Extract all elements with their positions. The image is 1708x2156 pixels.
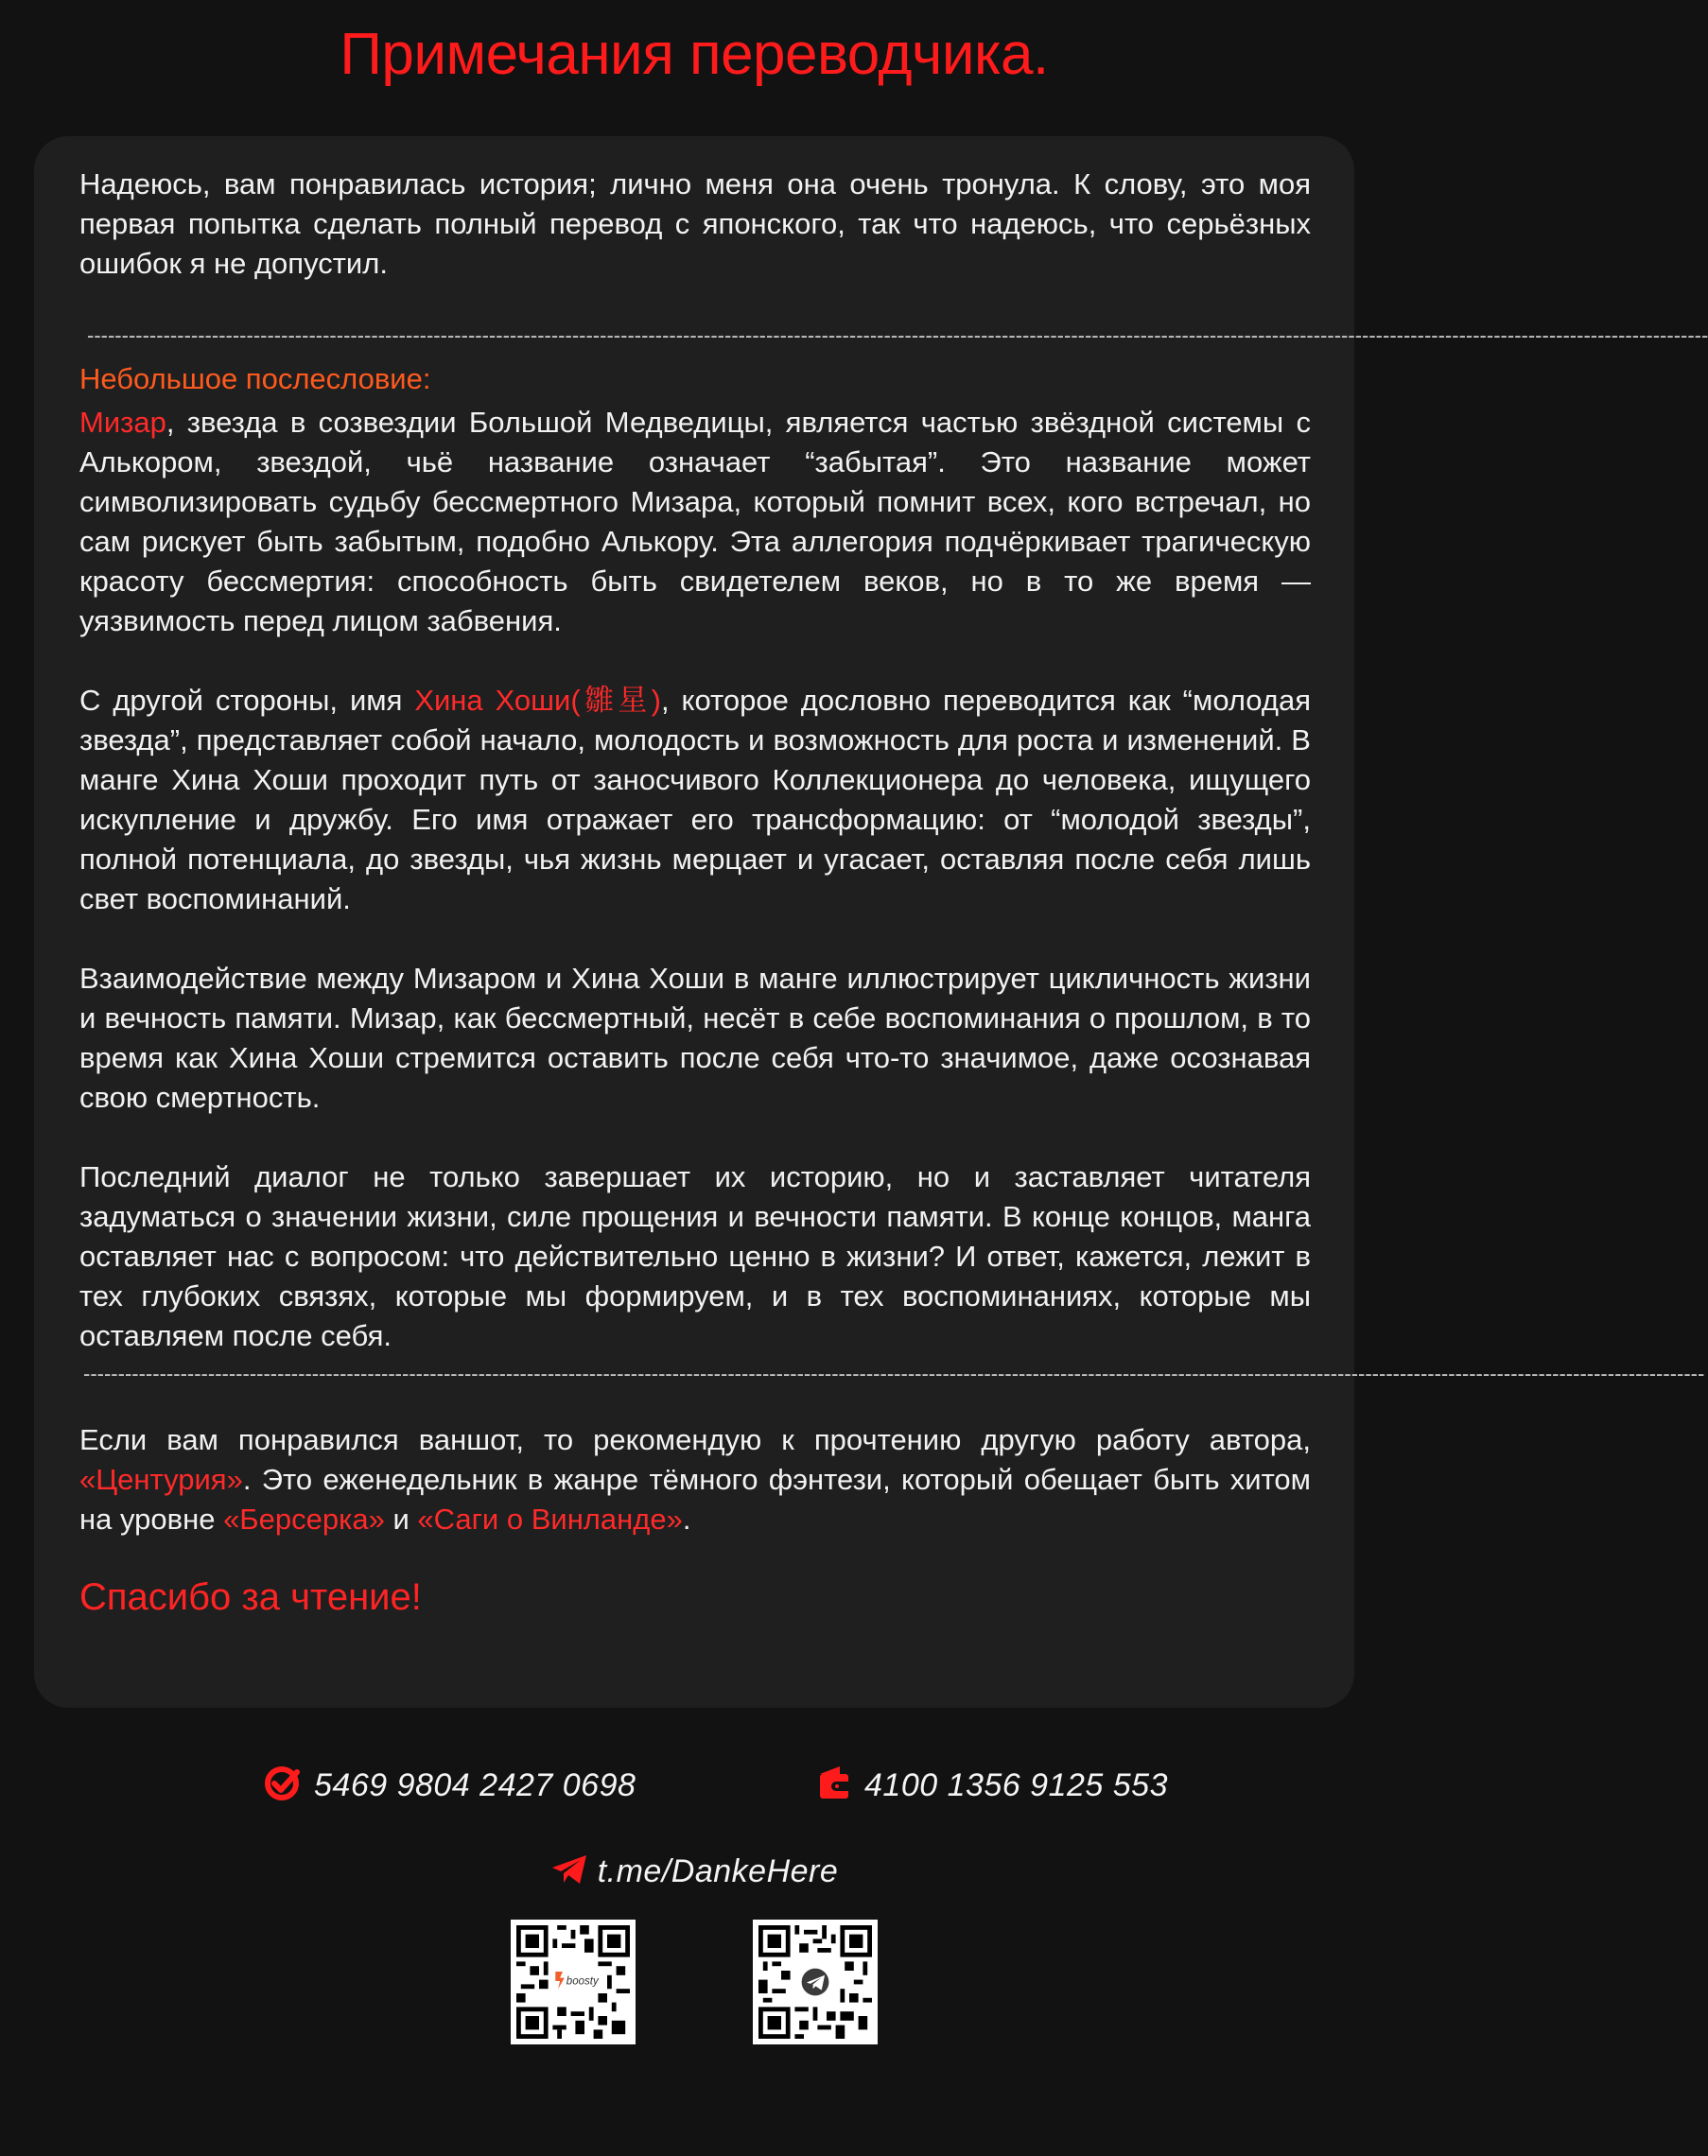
vinland-saga-link[interactable]: «Саги о Винланде» bbox=[417, 1503, 683, 1536]
payment-card-2-number: 4100 1356 9125 553 bbox=[864, 1767, 1168, 1803]
telegram-icon bbox=[550, 1853, 588, 1890]
divider-top: ------------------------------------------------------------------------------------------------------------------------------------------------------------------------------------------------------------------------------------------ bbox=[87, 323, 1708, 347]
recommendation-middle: . Это еженедельник в жанре тёмного фэнтези, который обещает быть хитом на уровне bbox=[79, 1463, 1311, 1536]
hina-hoshi-highlight: Хина Хоши(雛星) bbox=[414, 684, 661, 717]
afterword-heading: Небольшое послесловие: bbox=[79, 362, 431, 395]
centuria-link[interactable]: «Центурия» bbox=[79, 1463, 243, 1496]
page-title: Примечания переводчика. bbox=[340, 22, 1049, 87]
qr-code-telegram bbox=[753, 1920, 878, 2044]
thanks-text: Спасибо за чтение! bbox=[79, 1576, 422, 1618]
recommendation-end: . bbox=[682, 1503, 691, 1536]
afterword-paragraph-2-start: С другой стороны, имя bbox=[79, 684, 415, 717]
qr-code-telegram-pattern bbox=[758, 1925, 872, 2039]
afterword-paragraph-2 bbox=[79, 681, 1311, 919]
notes-card bbox=[34, 136, 1708, 1708]
qr-code-boosty bbox=[511, 1920, 636, 2044]
telegram-url: t.me/DankeHere bbox=[597, 1853, 839, 1889]
payment-card-1-number: 5469 9804 2427 0698 bbox=[314, 1767, 636, 1803]
checkmark-circle-icon bbox=[263, 1765, 301, 1807]
afterword-paragraph-1 bbox=[79, 403, 1311, 641]
notes-content bbox=[79, 165, 1708, 1621]
afterword-paragraph-4: Последний диалог не только завершает их историю, но и заставляет читателя задуматься о значении жизни, силе прощения и вечности памяти. В конце концов, манга оставляет нас с вопросом: что действительно ценно в жизни? И ответ, кажется, лежит в тех глубоких связях, которые мы формируем, и в тех воспоминаниях, которые мы оставляем после себя. bbox=[79, 1160, 1311, 1352]
payment-card-1 bbox=[263, 1765, 636, 1807]
recommendation-and: и bbox=[384, 1503, 418, 1536]
afterword-paragraph-1-text: , звезда в созвездии Большой Медведицы, является частью звёздной системы с Алькором, звездой, чьё название означает “забытая”. Это название может символизировать судьбу бессмертного Мизара, который помнит всех, кого встречал, но сам рискует быть забытым, подобно Алькору. Эта аллегория подчёркивает трагическую красоту бессмертия: способность быть свидетелем веков, но в то же время — уязвимость перед лицом забвения. bbox=[79, 406, 1311, 637]
telegram-link[interactable] bbox=[0, 1853, 1388, 1890]
berserk-link[interactable]: «Берсерка» bbox=[223, 1503, 385, 1536]
qr-code-boosty-pattern bbox=[516, 1925, 630, 2039]
afterword-paragraph-3: Взаимодействие между Мизаром и Хина Хоши в манге иллюстрирует цикличность жизни и вечность памяти. Мизар, как бессмертный, несёт в себе воспоминания о прошлом, в то время как Хина Хоши стремится оставить после себя что-то значимое, даже осознавая свою смертность. bbox=[79, 962, 1311, 1114]
mizar-highlight: Мизар bbox=[79, 406, 166, 439]
qr-logo-text: boosty bbox=[566, 1975, 599, 1988]
divider-bottom: ------------------------------------------------------------------------------------------------------------------------------------------------------------------------------------------------------------------------------------------ bbox=[83, 1362, 1705, 1385]
afterword-paragraph-2-text: , которое дословно переводится как “молодая звезда”, представляет собой начало, молодость и возможность для роста и изменений. В манге Хина Хоши проходит путь от заносчивого Коллекционера до человека, ищущего искупление и дружбу. Его имя отражает его трансформацию: от “молодой звезды”, полной потенциала, до звезды, чья жизнь мерцает и угасает, оставляя после себя лишь свет воспоминаний. bbox=[79, 684, 1311, 915]
recommendation-paragraph bbox=[79, 1420, 1311, 1539]
intro-paragraph: Надеюсь, вам понравилась история; лично меня она очень тронула. К слову, это моя первая попытка сделать полный перевод с японского, так что надеюсь, что серьёзных ошибок я не допустил. bbox=[79, 167, 1311, 280]
wallet-icon bbox=[817, 1765, 851, 1807]
recommendation-start: Если вам понравился ваншот, то рекомендую к прочтению другую работу автора, bbox=[79, 1423, 1311, 1456]
payment-card-2 bbox=[817, 1765, 1168, 1807]
payment-row bbox=[0, 1765, 1388, 1812]
